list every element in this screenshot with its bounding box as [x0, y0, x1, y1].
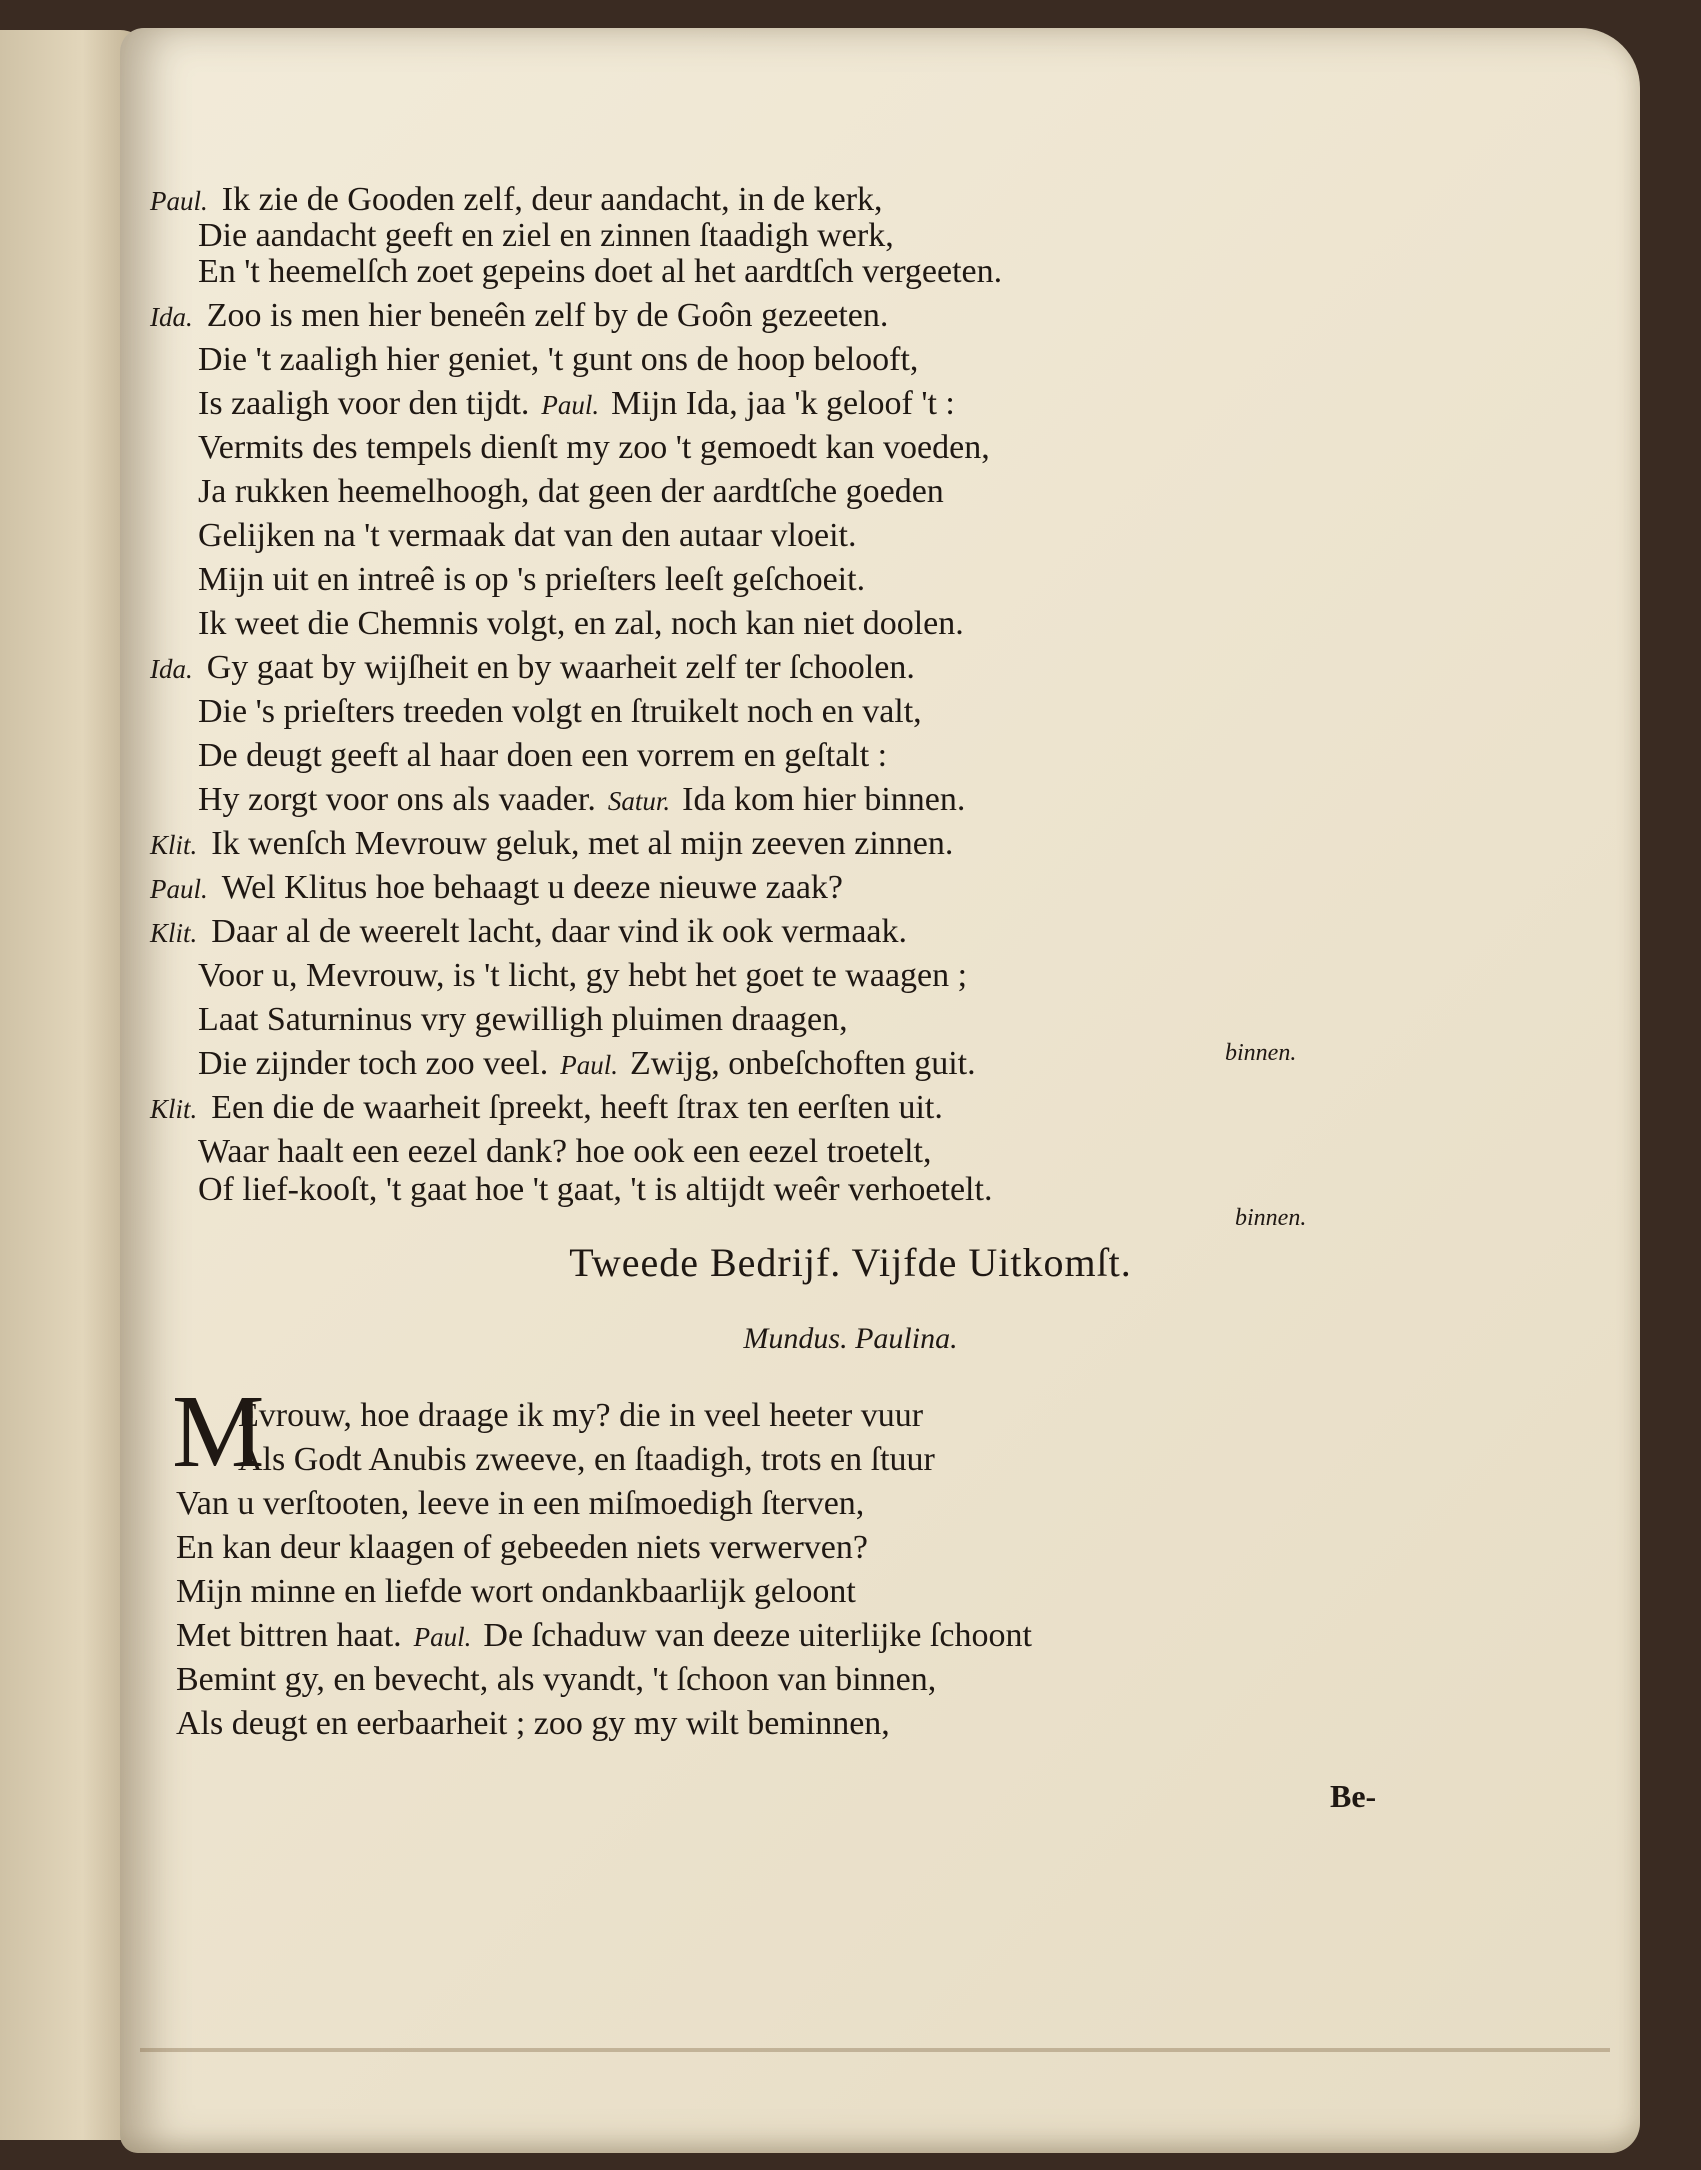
verse-text: Ja rukken heemelhoogh, dat geen der aardtſche goeden	[198, 473, 944, 510]
verse-line	[198, 1132, 932, 1172]
verse-text: Evrouw, hoe draage ik my? die in veel heeter vuur	[238, 1397, 924, 1434]
verse-text: Voor u, Mevrouw, is 't licht, gy hebt het goet te waagen ;	[198, 957, 968, 994]
verse-text: Of lief-kooſt, 't gaat hoe 't gaat, 't is altijdt weêr verhoetelt.	[198, 1171, 993, 1208]
speaker-label: Paul.	[150, 874, 208, 904]
speaker-label: Paul.	[413, 1622, 472, 1652]
speaker-label: Klit.	[150, 918, 198, 948]
verse-line	[150, 648, 915, 689]
verse-text: De deugt geeft al haar doen een vorrem en geſtalt :	[198, 737, 888, 774]
verse-text: Ik zie de Gooden zelf, deur aandacht, in de kerk,	[221, 181, 883, 218]
verse-line	[150, 296, 888, 337]
verse-text: Ik wenſch Mevrouw geluk, met al mijn zeeven zinnen.	[211, 825, 954, 862]
verse-text: Ik weet die Chemnis volgt, en zal, noch kan niet doolen.	[198, 605, 964, 642]
stage-direction: binnen.	[1225, 1040, 1297, 1066]
verse-text: Is zaaligh voor den tijdt.	[198, 385, 530, 422]
speaker-label: Ida.	[150, 654, 193, 684]
verse-line	[198, 692, 922, 732]
speaker-label: Ida.	[150, 302, 193, 332]
verse-line	[198, 384, 955, 425]
verse-line	[176, 1704, 890, 1744]
verse-line	[198, 252, 1002, 292]
verse-line	[198, 1170, 992, 1210]
verse-line	[150, 824, 953, 865]
verse-line	[198, 472, 944, 512]
verse-line	[198, 516, 856, 556]
verse-text: Daar al de weerelt lacht, daar vind ik ook vermaak.	[211, 913, 908, 950]
verse-text: Zwijg, onbeſchoften guit.	[630, 1045, 976, 1082]
character-list: Mundus. Paulina.	[743, 1322, 958, 1355]
verse-text: Waar haalt een eezel dank? hoe ook een eezel troetelt,	[198, 1133, 932, 1170]
verse-line	[198, 340, 918, 380]
verse-line	[150, 180, 883, 221]
verse-line	[238, 1440, 935, 1480]
verse-text: Ida kom hier binnen.	[682, 781, 966, 818]
verse-text: De ſchaduw van deeze uiterlijke ſchoont	[483, 1617, 1032, 1654]
verse-text: Een die de waarheit ſpreekt, heeft ſtrax ten eerſten uit.	[211, 1089, 943, 1126]
verse-line	[176, 1660, 936, 1700]
speaker-label: Klit.	[150, 1094, 198, 1124]
verse-text: Met bittren haat.	[176, 1617, 402, 1654]
verse-line	[198, 1044, 976, 1085]
verse-text: Wel Klitus hoe behaagt u deeze nieuwe zaak?	[221, 869, 843, 906]
page-fold-line	[140, 2048, 1610, 2052]
verse-line	[198, 428, 990, 468]
speaker-label: Klit.	[150, 830, 198, 860]
verse-line	[198, 736, 887, 776]
verse-text: Als deugt en eerbaarheit ; zoo gy my wilt beminnen,	[176, 1705, 890, 1742]
verse-text: Laat Saturninus vry gewilligh pluimen draagen,	[198, 1001, 848, 1038]
verse-text: Van u verſtooten, leeve in een miſmoedigh ſterven,	[176, 1485, 865, 1522]
stage-direction: binnen.	[1235, 1205, 1307, 1231]
verse-line	[198, 780, 965, 821]
verse-text: Hy zorgt voor ons als vaader.	[198, 781, 596, 818]
verse-line	[176, 1572, 856, 1612]
verse-line	[198, 956, 967, 996]
verse-text: En kan deur klaagen of gebeeden niets verwerven?	[176, 1529, 868, 1566]
verse-line	[198, 216, 894, 256]
verse-text: Mijn Ida, jaa 'k geloof 't :	[611, 385, 955, 422]
section-heading: Tweede Bedrijf. Vijfde Uitkomſt.	[569, 1240, 1132, 1285]
verse-line	[198, 1000, 848, 1040]
verse-line	[150, 1088, 943, 1129]
verse-text: Die 't zaaligh hier geniet, 't gunt ons de hoop belooft,	[198, 341, 919, 378]
verse-line	[176, 1484, 864, 1524]
verse-text: Vermits des tempels dienſt my zoo 't gemoedt kan voeden,	[198, 429, 990, 466]
verse-line	[198, 604, 964, 644]
verse-text: Die 's prieſters treeden volgt en ſtruikelt noch en valt,	[198, 693, 922, 730]
verse-text: Mijn uit en intreê is op 's prieſters leeſt geſchoeit.	[198, 561, 866, 598]
verse-line	[176, 1528, 868, 1568]
speaker-label: Paul.	[150, 186, 208, 216]
verse-text: Mijn minne en liefde wort ondankbaarlijk geloont	[176, 1573, 856, 1610]
drop-capital: M	[172, 1374, 265, 1489]
speaker-label: Paul.	[541, 390, 600, 420]
verse-line	[150, 868, 843, 909]
verse-text: Zoo is men hier beneên zelf by de Goôn gezeeten.	[206, 297, 889, 334]
verse-text: Die zijnder toch zoo veel.	[198, 1045, 549, 1082]
verse-text: Als Godt Anubis zweeve, en ſtaadigh, trots en ſtuur	[238, 1441, 935, 1478]
verse-line	[198, 560, 865, 600]
catchword: Be-	[1330, 1778, 1377, 1814]
verse-text: En 't heemelſch zoet gepeins doet al het aardtſch vergeeten.	[198, 253, 1003, 290]
speaker-label: Satur.	[607, 786, 671, 816]
verse-text: Gy gaat by wijſheit en by waarheit zelf ter ſchoolen.	[206, 649, 915, 686]
verse-text: Die aandacht geeft en ziel en zinnen ſtaadigh werk,	[198, 217, 894, 254]
verse-text: Bemint gy, en bevecht, als vyandt, 't ſchoon van binnen,	[176, 1661, 937, 1698]
speaker-label: Paul.	[560, 1050, 618, 1080]
verse-text: Gelijken na 't vermaak dat van den autaar vloeit.	[198, 517, 857, 554]
verse-line	[150, 912, 907, 953]
verse-line	[176, 1616, 1032, 1657]
verse-line	[238, 1396, 923, 1436]
